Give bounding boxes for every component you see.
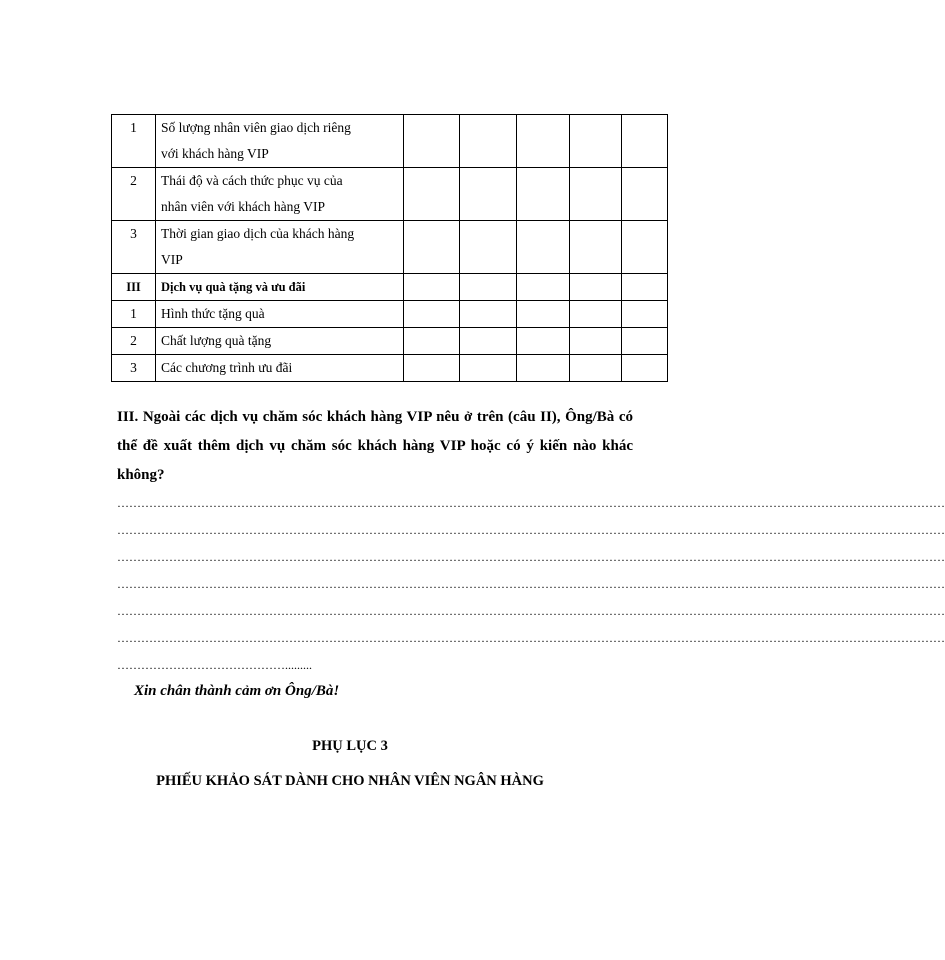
answer-line[interactable]: ……………………………………………………………………………………………………………………………………………………………………………………… xyxy=(117,496,945,510)
table-row xyxy=(112,355,668,382)
rating-cell[interactable] xyxy=(404,115,460,168)
criterion-line: với khách hàng VIP xyxy=(161,146,269,161)
rating-cell[interactable] xyxy=(622,301,668,328)
rating-cell[interactable] xyxy=(404,274,460,301)
rating-cell[interactable] xyxy=(404,355,460,382)
rating-cell[interactable] xyxy=(622,115,668,168)
rating-cell[interactable] xyxy=(517,355,570,382)
rating-cell[interactable] xyxy=(622,328,668,355)
rating-cell[interactable] xyxy=(404,301,460,328)
rating-cell[interactable] xyxy=(570,328,622,355)
rating-cell[interactable] xyxy=(460,301,517,328)
criterion-line: Hình thức tặng quà xyxy=(161,306,265,321)
rating-cell[interactable] xyxy=(570,115,622,168)
rating-cell[interactable] xyxy=(460,221,517,274)
rating-cell[interactable] xyxy=(570,355,622,382)
rating-cell[interactable] xyxy=(460,328,517,355)
row-number: 1 xyxy=(112,301,156,328)
row-number: 2 xyxy=(112,328,156,355)
rating-cell[interactable] xyxy=(460,115,517,168)
rating-cell[interactable] xyxy=(517,274,570,301)
row-criterion xyxy=(156,301,404,328)
row-number: III xyxy=(112,274,156,301)
criterion-line: Số lượng nhân viên giao dịch riêng xyxy=(161,120,351,135)
table-row xyxy=(112,301,668,328)
rating-cell[interactable] xyxy=(404,168,460,221)
rating-cell[interactable] xyxy=(517,115,570,168)
row-criterion xyxy=(156,328,404,355)
row-criterion xyxy=(156,355,404,382)
appendix-subtitle: PHIẾU KHẢO SÁT DÀNH CHO NHÂN VIÊN NGÂN HÀNG xyxy=(156,773,544,789)
rating-cell[interactable] xyxy=(517,168,570,221)
answer-line-short[interactable]: ……………………………………......... xyxy=(117,658,312,672)
row-criterion xyxy=(156,221,404,274)
rating-cell[interactable] xyxy=(460,274,517,301)
rating-cell[interactable] xyxy=(570,221,622,274)
answer-line[interactable]: ……………………………………………………………………………………………………………………………………………………………………………………… xyxy=(117,604,945,618)
rating-cell[interactable] xyxy=(517,301,570,328)
answer-line[interactable]: ……………………………………………………………………………………………………………………………………………………………………………………… xyxy=(117,550,945,564)
rating-cell[interactable] xyxy=(622,355,668,382)
rating-cell[interactable] xyxy=(622,221,668,274)
table-row xyxy=(112,221,668,274)
answer-line[interactable]: ……………………………………………………………………………………………………………………………………………………………………………………… xyxy=(117,577,945,591)
rating-cell[interactable] xyxy=(622,168,668,221)
rating-cell[interactable] xyxy=(517,328,570,355)
criterion-line: Thái độ và cách thức phục vụ của xyxy=(161,173,343,188)
criterion-line: Các chương trình ưu đãi xyxy=(161,360,293,375)
appendix-title: PHỤ LỤC 3 xyxy=(312,738,388,754)
rating-cell[interactable] xyxy=(517,221,570,274)
thank-you-note: Xin chân thành cảm ơn Ông/Bà! xyxy=(134,683,340,699)
criterion-line: Dịch vụ quà tặng và ưu đãi xyxy=(161,280,306,294)
table-section-row xyxy=(112,274,668,301)
criterion-line: Thời gian giao dịch của khách hàng xyxy=(161,226,355,241)
row-number: 3 xyxy=(112,355,156,382)
criterion-line: nhân viên với khách hàng VIP xyxy=(161,199,325,214)
criterion-line: Chất lượng quà tặng xyxy=(161,333,272,348)
survey-table xyxy=(111,114,668,382)
row-criterion xyxy=(156,115,404,168)
answer-line[interactable]: ……………………………………………………………………………………………………………………………………………………………………………………… xyxy=(117,523,945,537)
row-number: 1 xyxy=(112,115,156,168)
rating-cell[interactable] xyxy=(460,355,517,382)
rating-cell[interactable] xyxy=(570,274,622,301)
rating-cell[interactable] xyxy=(460,168,517,221)
rating-cell[interactable] xyxy=(570,168,622,221)
rating-cell[interactable] xyxy=(622,274,668,301)
rating-cell[interactable] xyxy=(404,221,460,274)
row-number: 3 xyxy=(112,221,156,274)
table-row xyxy=(112,168,668,221)
row-criterion xyxy=(156,168,404,221)
table-row xyxy=(112,115,668,168)
row-number: 2 xyxy=(112,168,156,221)
answer-line[interactable]: ……………………………………………………………………………………………………………………………………………………………………………………… xyxy=(117,631,945,645)
rating-cell[interactable] xyxy=(404,328,460,355)
open-question: III. Ngoài các dịch vụ chăm sóc khách hàng VIP nêu ở trên (câu II), Ông/Bà có thể đề xuất thêm dịch vụ chăm sóc khách hàng VIP hoặc có ý kiến nào khác không? xyxy=(117,409,633,483)
criterion-line: VIP xyxy=(161,252,183,267)
row-criterion xyxy=(156,274,404,301)
table-row xyxy=(112,328,668,355)
rating-cell[interactable] xyxy=(570,301,622,328)
